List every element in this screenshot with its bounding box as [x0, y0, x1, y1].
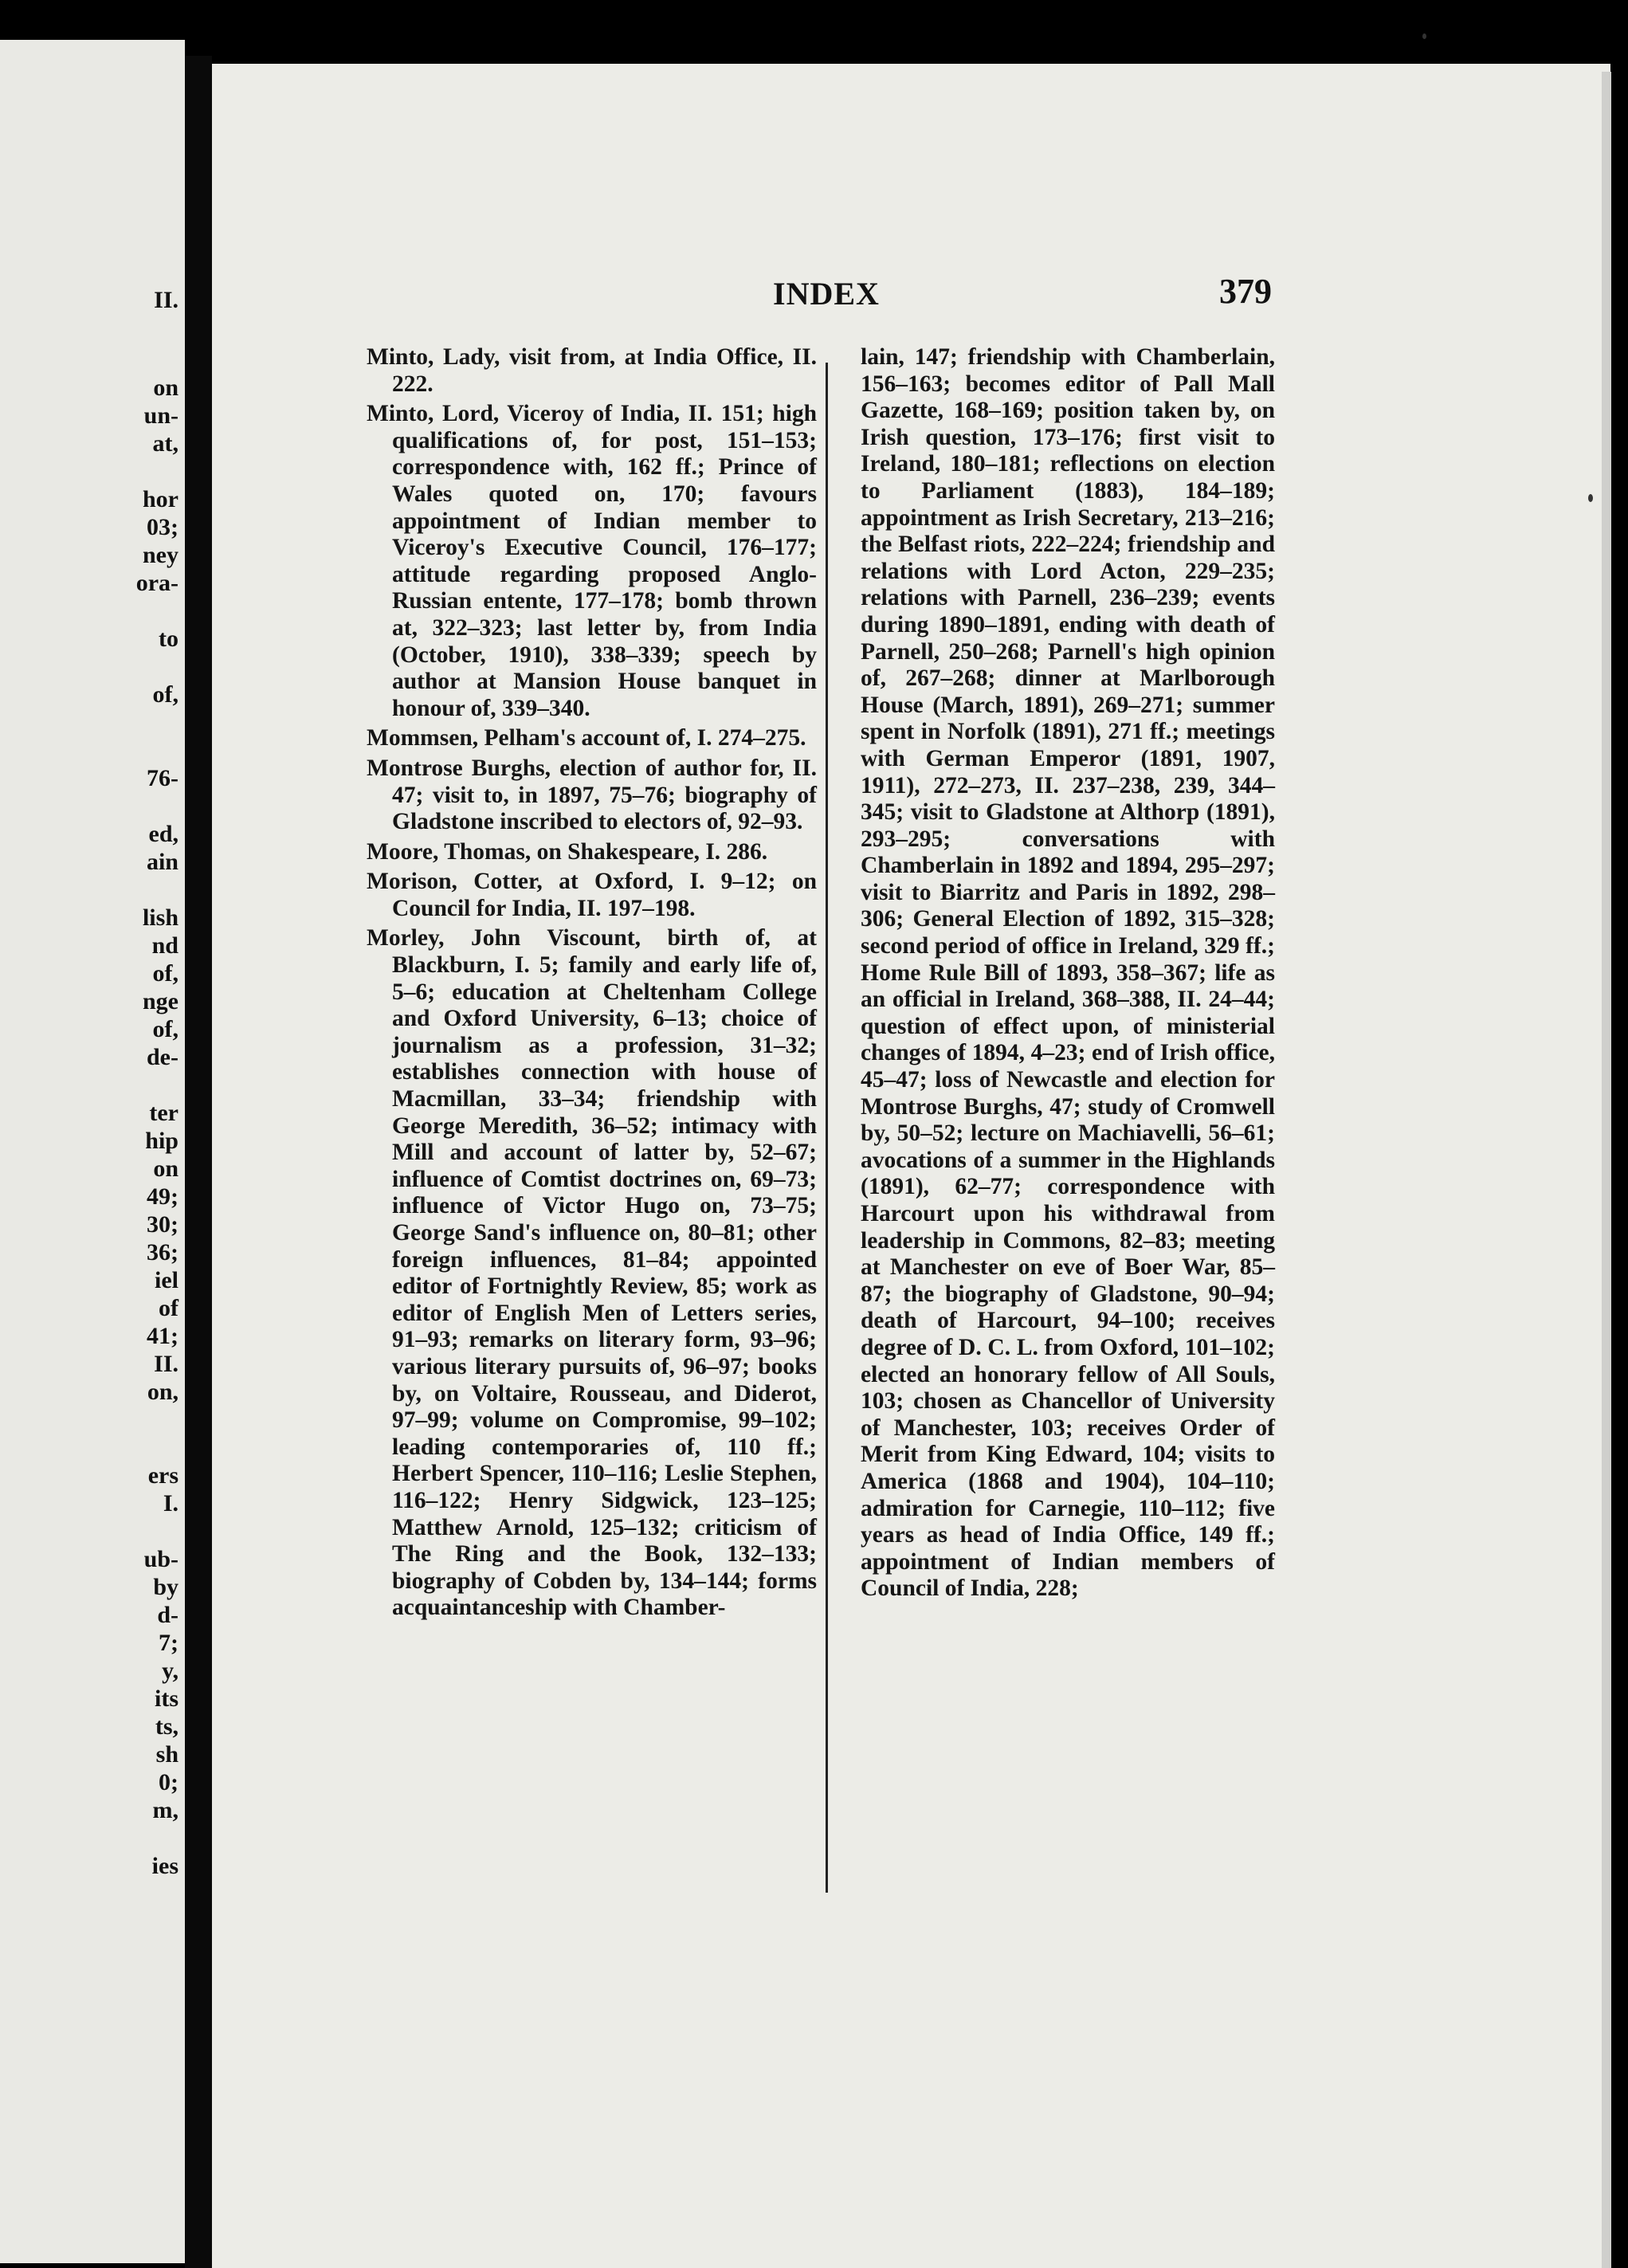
left-page-fragment: y, — [162, 1658, 178, 1684]
left-page-fragment: II. — [154, 1351, 178, 1377]
scan-speck — [1422, 33, 1426, 39]
left-page-fragment: its — [155, 1685, 178, 1712]
left-page-fragment: ers — [147, 1462, 178, 1489]
left-page-fragment: of, — [152, 960, 178, 987]
left-page-fragment: 03; — [147, 514, 178, 540]
left-page-fragment: 49; — [147, 1183, 178, 1210]
left-page-fragment: II. — [154, 287, 178, 313]
index-column-right — [861, 344, 1275, 1603]
left-page-fragment: of — [159, 1295, 178, 1321]
scan-speck — [1588, 494, 1593, 502]
left-page-fragment: hip — [145, 1128, 178, 1154]
left-page-fragment: iel — [155, 1267, 178, 1293]
left-page-fragment: at, — [152, 430, 178, 457]
left-page-fragment: ney — [143, 542, 178, 568]
left-page-fragment: m, — [152, 1797, 178, 1823]
index-entry: Morley, John Viscount, birth of, at Blackburn, I. 5; family and early life of, 5–6; education at Cheltenham College and Oxford University, 6–13; choice of journalism as a profession, 31–32; establishes connection with house of Macmillan, 33–34; friendship with George Meredith, 36–52; intimacy with Mill and account of latter by, 52–67; influence of Comtist doctrines on, 69–73; influence of Victor Hugo on, 73–75; George Sand's influence on, 80–81; other foreign influences, 81–84; appointed editor of Fortnightly Review, 85; work as editor of English Men of Letters series, 91–93; remarks on literary form, 93–96; various literary pursuits of, 96–97; books by, on Voltaire, Rousseau, and Diderot, 97–99; volume on Compromise, 99–102; leading contemporaries of, 110 ff.; Herbert Spencer, 110–116; Leslie Stephen, 116–122; Henry Sidgwick, 123–125; Matthew Arnold, 125–132; criticism of The Ring and the Book, 132–133; biography of Cobden by, 134–144; forms acquaintanceship with Chamber- — [367, 925, 817, 1621]
left-facing-page — [0, 40, 185, 2263]
index-entry: Minto, Lord, Viceroy of India, II. 151; high qualifications of, for post, 151–153; correspondence with, 162 ff.; Prince of Wales quoted on, 170; favours appointment of Indian member to Viceroy's Executive Council, 176–177; attitude regarding proposed Anglo-Russian entente, 177–178; bomb thrown at, 322–323; last letter by, from India (October, 1910), 338–339; speech by author at Mansion House banquet in honour of, 339–340. — [367, 401, 817, 721]
index-entry: Mommsen, Pelham's account of, I. 274–275. — [367, 725, 806, 751]
left-page-fragment: ter — [149, 1100, 178, 1126]
index-entry: Moore, Thomas, on Shakespeare, I. 286. — [367, 838, 768, 865]
left-page-fragment: ed, — [148, 821, 178, 847]
left-page-fragment: sh — [155, 1741, 178, 1768]
index-column-left — [367, 344, 817, 1625]
left-page-fragment: 30; — [147, 1211, 178, 1238]
left-page-fragment: 41; — [147, 1323, 178, 1349]
left-page-fragment: un- — [143, 402, 178, 429]
left-page-fragment: I. — [163, 1490, 178, 1517]
left-page-fragment: ub- — [143, 1546, 178, 1572]
left-page-fragment: 0; — [159, 1769, 178, 1795]
left-page-fragment: ain — [146, 849, 178, 875]
running-head-title: INDEX — [773, 276, 880, 312]
left-page-fragment: to — [159, 626, 178, 652]
left-page-fragment: 36; — [147, 1239, 178, 1265]
left-page-fragment: of, — [152, 681, 178, 708]
left-page-fragment: nge — [143, 988, 178, 1014]
left-page-fragment: d- — [157, 1602, 178, 1628]
left-page-fragment: lish — [142, 904, 178, 931]
left-page-fragment: hor — [143, 486, 178, 512]
index-entry: Minto, Lady, visit from, at India Office, II. 222. — [367, 344, 817, 397]
left-page-fragment: on, — [147, 1379, 178, 1405]
left-page-fragment: on — [153, 1156, 178, 1182]
left-page-fragment: nd — [151, 932, 178, 959]
index-entry-continuation: lain, 147; friendship with Chamberlain, 156–163; becomes editor of Pall Mall Gazette, 168–169; position taken by, on Irish question, 173–176; first visit to Ireland, 180–181; reflections on election to Parliament (1883), 184–189; appointment as Irish Secretary, 213–216; the Belfast riots, 222–224; friendship and relations with Lord Acton, 229–235; relations with Parnell, 236–239; events during 1890–1891, ending with death of Parnell, 250–268; Parnell's high opinion of, 267–268; dinner at Marlborough House (March, 1891), 269–271; summer spent in Norfolk (1891), 271 ff.; meetings with German Emperor (1891, 1907, 1911), 272–273, II. 237–238, 239, 344–345; visit to Gladstone at Althorp (1891), 293–295; conversations with Chamberlain in 1892 and 1894, 295–297; visit to Biarritz and Paris in 1892, 298–306; General Election of 1892, 315–328; second period of office in Ireland, 329 ff.; Home Rule Bill of 1893, 358–367; life as an official in Ireland, 368–388, II. 24–44; question of effect upon, of ministerial changes of 1894, 4–23; end of Irish office, 45–47; loss of Newcastle and election for Montrose Burghs, 47; study of Cromwell by, 50–52; lecture on Machiavelli, 56–61; avocations of a summer in the Highlands (1891), 62–77; correspondence with Harcourt upon his withdrawal from leadership in Commons, 82–83; meeting at Manchester on eve of Boer War, 85–87; the biography of Gladstone, 90–94; death of Harcourt, 94–100; receives degree of D. C. L. from Oxford, 101–102; elected an honorary fellow of All Souls, 103; chosen as Chancellor of University of Manchester, 103; receives Order of Merit from King Edward, 104; visits to America (1868 and 1904), 104–110; admiration for Carnegie, 110–112; five years as head of India Office, 149 ff.; appointment of Indian members of Council of India, 228; — [861, 344, 1275, 1602]
left-page-fragment: on — [153, 375, 178, 401]
left-page-fragment: de- — [147, 1044, 178, 1070]
left-page-fragment: ora- — [135, 570, 178, 596]
left-page-fragment: ies — [151, 1853, 178, 1879]
page-number: 379 — [1219, 272, 1272, 311]
book-gutter — [185, 56, 212, 2268]
index-entry: Morison, Cotter, at Oxford, I. 9–12; on Council for India, II. 197–198. — [367, 869, 817, 921]
left-page-fragment: 7; — [159, 1630, 178, 1656]
left-page-fragment: by — [153, 1574, 178, 1600]
column-divider — [826, 363, 828, 1893]
left-page-fragment: of, — [152, 1016, 178, 1042]
left-page-fragment: ts, — [155, 1713, 178, 1740]
left-page-fragment: 76- — [147, 765, 178, 791]
page-edge — [1602, 72, 1611, 2268]
index-entry: Montrose Burghs, election of author for, II. 47; visit to, in 1897, 75–76; biography of Gladstone inscribed to electors of, 92–93. — [367, 755, 817, 835]
